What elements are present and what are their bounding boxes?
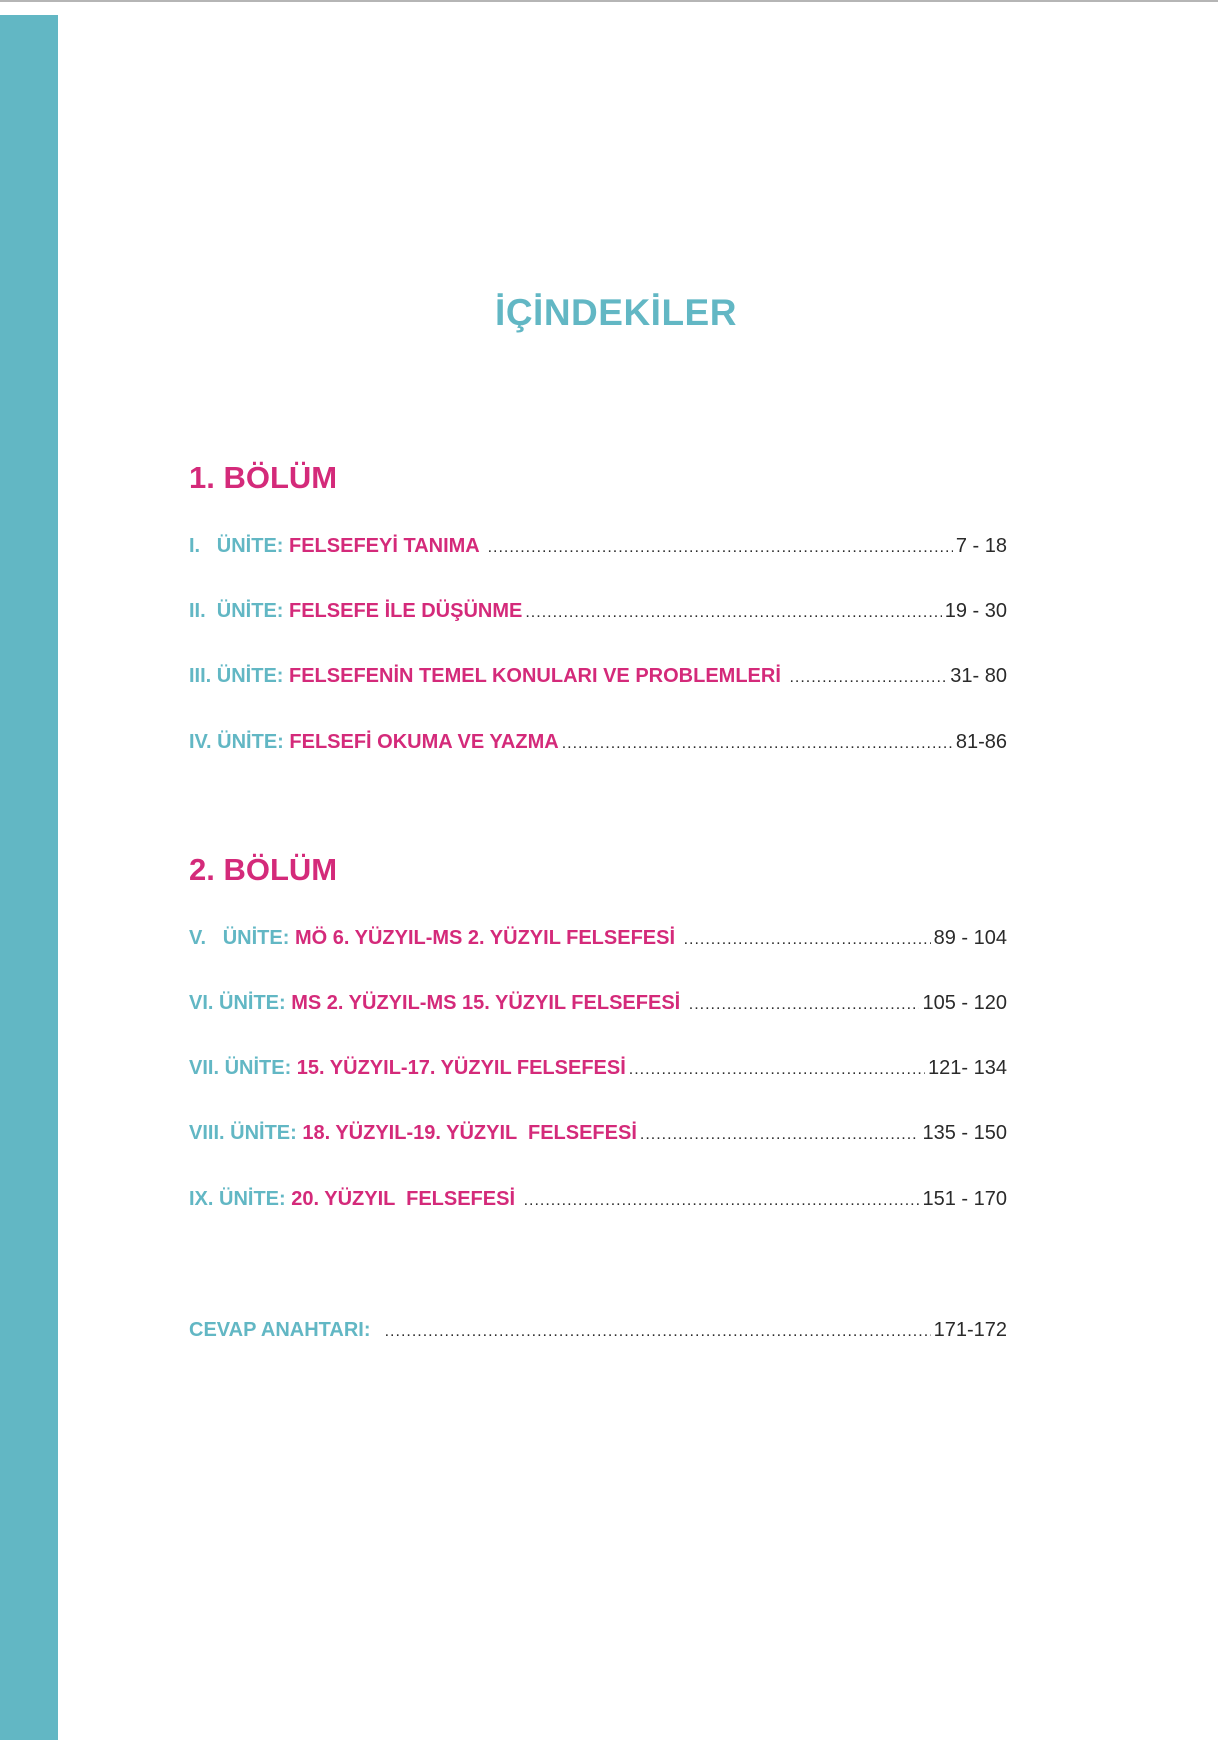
unit-label: V. ÜNİTE: [189,927,295,949]
toc-entry[interactable] [189,535,1007,561]
answer-key-label: CEVAP ANAHTARI: [189,1319,382,1341]
unit-title: FELSEFİ OKUMA VE YAZMA [289,731,559,753]
page-title: İÇİNDEKİLER [495,292,737,333]
unit-title: MS 2. YÜZYIL-MS 15. YÜZYIL FELSEFESİ [291,992,686,1014]
toc-entry[interactable] [189,992,1007,1018]
dot-leader [524,1189,920,1213]
page-range: 105 - 120 [922,992,1007,1014]
page-range: 135 - 150 [922,1122,1007,1144]
dot-leader [689,993,920,1017]
page-range: 31- 80 [950,665,1007,687]
page-range: 89 - 104 [933,927,1007,949]
unit-label: VIII. ÜNİTE: [189,1122,303,1144]
dot-leader [385,1320,931,1344]
dot-leader [640,1123,920,1147]
toc-entry[interactable] [189,1122,1007,1148]
top-border-line [0,0,1218,2]
page-range: 171-172 [933,1319,1007,1341]
unit-title: FELSEFE İLE DÜŞÜNME [289,600,523,622]
unit-title: FELSEFEYİ TANIMA [289,535,485,557]
dot-leader [562,732,953,756]
dot-leader [488,536,953,560]
page-range: 19 - 30 [944,600,1007,622]
unit-title: 18. YÜZYIL-19. YÜZYIL FELSEFESİ [302,1122,637,1144]
page-range: 7 - 18 [955,535,1007,557]
toc-entry[interactable] [189,927,1007,953]
unit-label: II. ÜNİTE: [189,600,289,622]
page-range: 151 - 170 [922,1188,1007,1210]
dot-leader [684,928,931,952]
unit-label: IX. ÜNİTE: [189,1188,292,1210]
unit-title: MÖ 6. YÜZYIL-MS 2. YÜZYIL FELSEFESİ [294,927,681,949]
toc-entry[interactable] [189,731,1007,757]
dot-leader [789,666,947,690]
toc-entry[interactable] [189,1057,1007,1083]
toc-entry[interactable] [189,600,1007,626]
side-color-bar [0,15,58,1740]
unit-label: I. ÜNİTE: [189,535,289,557]
answer-key-entry[interactable] [189,1319,1007,1345]
unit-label: VII. ÜNİTE: [189,1057,297,1079]
page-range: 121- 134 [928,1057,1007,1079]
unit-label: III. ÜNİTE: [189,665,289,687]
unit-label: IV. ÜNİTE: [189,731,290,753]
unit-label: VI. ÜNİTE: [189,992,292,1014]
section-heading-1: 1. BÖLÜM [189,460,338,495]
dot-leader [629,1058,925,1082]
unit-title: FELSEFENİN TEMEL KONULARI VE PROBLEMLERİ [289,665,787,687]
dot-leader [525,601,941,625]
toc-entry[interactable] [189,665,1007,691]
section-heading-2: 2. BÖLÜM [189,852,338,887]
toc-entry[interactable] [189,1188,1007,1214]
unit-title: 20. YÜZYIL FELSEFESİ [291,1188,521,1210]
unit-title: 15. YÜZYIL-17. YÜZYIL FELSEFESİ [296,1057,626,1079]
page-range: 81-86 [955,731,1007,753]
